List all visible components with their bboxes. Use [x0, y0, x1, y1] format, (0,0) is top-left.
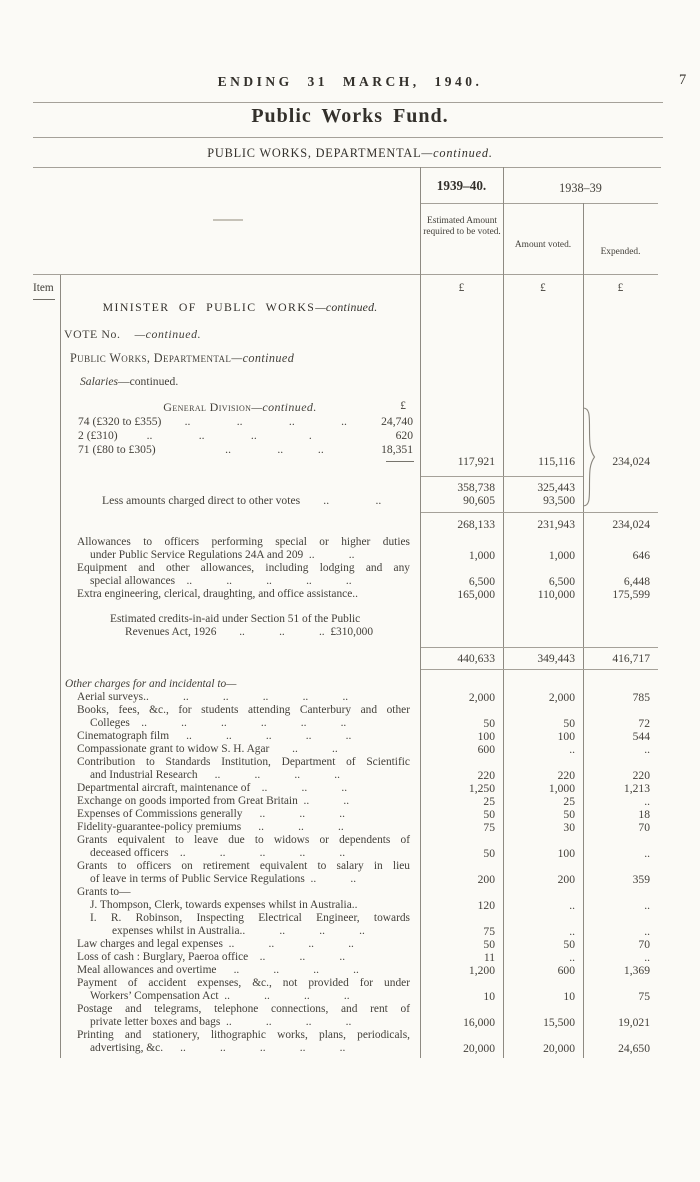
row-description — [60, 730, 420, 743]
amount-cell: 544 — [632, 730, 650, 743]
amount-cell: 11 — [483, 951, 495, 964]
page-number: 7 — [679, 72, 687, 88]
amount-cell: .. — [569, 925, 575, 938]
row-text: Revenues Act, 1926 .. .. .. £310,000 — [125, 626, 374, 638]
row-text: 2 (£310) .. .. .. . — [78, 429, 312, 443]
amount-cell: 200 — [477, 873, 495, 886]
spacer — [60, 601, 658, 613]
table-row — [60, 691, 658, 704]
row-description — [60, 795, 420, 808]
amount-cell: 358,738 — [457, 481, 495, 494]
amount-cell: 200 — [557, 873, 575, 886]
row-text: private letter boxes and bags .. .. .. .. — [90, 1016, 352, 1028]
amount-cell: 10 — [483, 990, 495, 1003]
table-row — [60, 899, 658, 912]
table-row — [60, 834, 658, 860]
amount-cell: 2,000 — [548, 691, 575, 704]
amount-cell — [503, 678, 583, 691]
row-text: Colleges .. .. .. .. .. .. — [90, 717, 347, 729]
row-description — [60, 704, 420, 730]
row-text: Exchange on goods imported from Great Britain .. .. — [77, 795, 350, 807]
amount-cell: .. — [644, 951, 650, 964]
amount-cell: 120 — [477, 899, 495, 912]
amount-cell — [583, 626, 658, 639]
row-text: and Industrial Research .. .. .. .. — [90, 769, 340, 781]
salaries-heading — [80, 375, 178, 388]
amount-cell: 20,000 — [463, 1042, 495, 1055]
row-text: Law charges and legal expenses .. .. .. .. — [77, 938, 354, 950]
table-row — [60, 704, 658, 730]
pound-sign-expended: £ — [617, 282, 624, 294]
amount-cell: 1,000 — [548, 549, 575, 562]
amount-cell: 72 — [638, 717, 650, 730]
row-text: Contribution to Standards Institution, Department of Scientific — [77, 756, 410, 768]
row-description — [60, 899, 420, 912]
general-division-lines — [60, 415, 420, 458]
amount-cell: .. — [569, 743, 575, 756]
table-row — [60, 730, 658, 743]
row-text: Estimated credits-in-aid under Section 51 of the Public — [110, 613, 361, 625]
amount-cell: .. — [644, 795, 650, 808]
amount-cell: .. — [644, 743, 650, 756]
table-top-rule — [33, 167, 661, 168]
row-description — [60, 951, 420, 964]
amount-cell — [503, 886, 583, 899]
amount-cell: 620 — [395, 429, 413, 443]
table-row — [60, 808, 658, 821]
total-cell: 268,133 — [457, 518, 495, 531]
row-text: Fidelity-guarantee-policy premiums .. .. .. — [77, 821, 344, 833]
row-text: Extra engineering, clerical, draughting, and office assistance.. — [77, 588, 358, 600]
row-text: Grants equivalent to leave due to widows or dependents of — [77, 834, 410, 846]
row-description — [60, 964, 420, 977]
stub-ghost-dash — [213, 219, 243, 221]
running-header: ENDING 31 MARCH, 1940. — [217, 74, 483, 89]
pound-sign-stub: £ — [400, 400, 406, 412]
general-division-text: General Division — [163, 400, 252, 414]
header-bottom-rule — [33, 274, 658, 275]
table-row — [60, 588, 658, 601]
row-description — [60, 588, 420, 601]
row-text: Compassionate grant to widow S. H. Agar .. .. — [77, 743, 338, 755]
table-row — [60, 613, 658, 639]
salaries-continued: —continued. — [118, 375, 179, 388]
table-row — [60, 743, 658, 756]
less-amounts-label: Less amounts charged direct to other votes .. .. — [102, 494, 382, 507]
amount-cell: 20,000 — [543, 1042, 575, 1055]
stub-sum-rule — [386, 461, 414, 462]
table-row — [60, 536, 658, 562]
row-description — [60, 536, 420, 562]
amount-cell: 50 — [483, 847, 495, 860]
amount-cell: 16,000 — [463, 1016, 495, 1029]
salaries-text: Salaries — [80, 375, 119, 388]
amount-cell: 50 — [563, 938, 575, 951]
row-description — [60, 1003, 420, 1029]
row-description — [60, 977, 420, 1003]
column-header-1939-40: 1939–40. — [436, 178, 487, 193]
minister-text: MINISTER OF PUBLIC WORKS — [102, 300, 316, 314]
subtitle-text: PUBLIC WORKS, DEPARTMENTAL — [207, 146, 422, 160]
horizontal-rule — [33, 102, 663, 103]
amount-cell: 115,116 — [538, 455, 575, 468]
table-row — [60, 821, 658, 834]
row-text: Workers’ Compensation Act .. .. .. .. — [90, 990, 350, 1002]
table-row — [60, 860, 658, 886]
amount-cell: 90,605 — [463, 494, 495, 507]
amount-cell: 100 — [477, 730, 495, 743]
table-row — [60, 678, 658, 691]
row-text: under Public Service Regulations 24A and 209 .. .. — [90, 549, 355, 561]
amount-cell — [583, 886, 658, 899]
pound-sign-estimated: £ — [458, 282, 465, 294]
item-header-dash — [33, 299, 55, 300]
flow-rows — [60, 536, 658, 1055]
general-division-line — [60, 443, 420, 457]
amount-cell: 359 — [632, 873, 650, 886]
table-row — [60, 886, 658, 899]
page-subtitle — [0, 146, 700, 161]
row-description — [60, 562, 420, 588]
horizontal-rule — [33, 137, 663, 138]
row-text: Books, fees, &c., for students attending Canterbury and other — [77, 704, 410, 716]
amount-cell: 2,000 — [468, 691, 495, 704]
amount-cell: 1,250 — [468, 782, 495, 795]
row-text: deceased officers .. .. .. .. .. — [90, 847, 346, 859]
row-description — [60, 743, 420, 756]
row-text: Payment of accident expenses, &c., not provided for under — [77, 977, 410, 989]
vote-text: VOTE No. — [64, 327, 121, 341]
row-text: Meal allowances and overtime .. .. .. .. — [77, 964, 359, 976]
amount-cell: 50 — [483, 938, 495, 951]
totals-rule — [421, 512, 658, 513]
row-description — [60, 860, 420, 886]
amount-cell: 175,599 — [612, 588, 650, 601]
amount-cell: 220 — [632, 769, 650, 782]
amount-cell: 70 — [638, 938, 650, 951]
amount-cell: 30 — [563, 821, 575, 834]
amount-cell: 15,500 — [543, 1016, 575, 1029]
amount-cell: .. — [644, 925, 650, 938]
amount-cell: 117,921 — [457, 455, 495, 468]
amount-cell: 50 — [483, 808, 495, 821]
table-row — [60, 795, 658, 808]
amount-cell: 75 — [483, 821, 495, 834]
row-text: Printing and stationery, lithographic works, plans, periodicals, — [77, 1029, 410, 1041]
vote-continued: —continued. — [134, 327, 202, 341]
amount-cell: 24,650 — [618, 1042, 650, 1055]
amount-cell: 18,351 — [381, 443, 413, 457]
general-division-line — [60, 429, 420, 443]
row-text: expenses whilst in Australia.. .. .. .. — [112, 925, 365, 937]
amount-cell — [420, 886, 503, 899]
subheader-expended: Expended. — [600, 247, 641, 257]
amount-cell: 1,369 — [623, 964, 650, 977]
vote-heading — [64, 327, 201, 342]
pound-sign-voted: £ — [540, 282, 546, 294]
amount-cell: 1,200 — [468, 964, 495, 977]
amount-cell — [583, 678, 658, 691]
subheader-voted: Amount voted. — [514, 240, 572, 250]
amount-cell: 50 — [483, 717, 495, 730]
amount-cell: .. — [569, 951, 575, 964]
amount-cell: 416,717 — [612, 652, 650, 665]
table-row — [60, 1029, 658, 1055]
amount-cell: 220 — [557, 769, 575, 782]
table-row — [60, 1003, 658, 1029]
department-text: Public Works, Departmental — [70, 351, 232, 365]
table-row — [60, 912, 658, 938]
row-description — [60, 886, 420, 899]
spacer — [60, 639, 658, 643]
amount-cell: 1,000 — [468, 549, 495, 562]
amount-cell: 25 — [563, 795, 575, 808]
row-text: Loss of cash : Burglary, Paeroa office .. .. .. — [77, 951, 346, 963]
table-row — [60, 964, 658, 977]
general-division-line — [60, 415, 420, 429]
amount-cell: 24,740 — [381, 415, 413, 428]
amount-cell — [420, 678, 503, 691]
row-text: 71 (£80 to £305) .. .. .. — [78, 443, 324, 457]
table-row — [60, 977, 658, 1003]
amount-cell: 165,000 — [457, 588, 495, 601]
row-description — [60, 613, 420, 639]
row-description — [60, 834, 420, 860]
row-text: Expenses of Commissions generally .. .. .. — [77, 808, 345, 820]
row-text: 74 (£320 to £355) .. .. .. .. — [78, 415, 347, 428]
table-row — [60, 782, 658, 795]
amount-cell: 25 — [483, 795, 495, 808]
department-continued: —continued — [231, 351, 295, 365]
row-description — [60, 678, 420, 691]
row-description — [60, 938, 420, 951]
row-text: Cinematograph film .. .. .. .. .. — [77, 730, 352, 742]
amount-cell: 646 — [632, 549, 650, 562]
row-text: Aerial surveys.. .. .. .. .. .. — [77, 691, 349, 703]
amount-cell: 75 — [638, 990, 650, 1003]
department-heading — [70, 351, 294, 366]
amount-cell — [420, 626, 503, 639]
row-description — [60, 782, 420, 795]
row-description — [60, 808, 420, 821]
row-description — [60, 1029, 420, 1055]
amount-cell: 220 — [477, 769, 495, 782]
row-text: Departmental aircraft, maintenance of .. .. .. — [77, 782, 348, 794]
amount-cell: 6,500 — [548, 575, 575, 588]
page-title: Public Works Fund. — [251, 105, 449, 127]
table-rule — [421, 647, 658, 648]
amount-cell: 100 — [557, 730, 575, 743]
table-row — [60, 756, 658, 782]
subheader-estimated: Estimated Amount required to be voted. — [423, 216, 501, 237]
amount-cell: .. — [569, 899, 575, 912]
subtitle-continued: —continued. — [421, 146, 493, 160]
amount-cell: 1,213 — [623, 782, 650, 795]
amount-cell: 50 — [563, 808, 575, 821]
total-cell: 234,024 — [612, 518, 650, 531]
general-division-continued: —continued. — [251, 400, 317, 414]
table-rule — [421, 669, 658, 670]
row-text: Grants to— — [77, 886, 131, 898]
amount-cell: 110,000 — [537, 588, 575, 601]
table-row — [60, 938, 658, 951]
row-text: J. Thompson, Clerk, towards expenses whilst in Australia.. — [90, 899, 358, 911]
amount-cell: .. — [644, 899, 650, 912]
row-text: advertising, &c. .. .. .. .. .. — [90, 1042, 346, 1054]
row-text: Postage and telegrams, telephone connections, and rent of — [77, 1003, 410, 1015]
item-column-header: Item — [33, 282, 54, 294]
amount-cell: 234,024 — [612, 455, 650, 468]
total-cell: 231,943 — [537, 518, 575, 531]
row-text: Equipment and other allowances, including lodging and any — [77, 562, 410, 574]
row-description — [60, 756, 420, 782]
row-text: Grants to officers on retirement equivalent to salary in lieu — [77, 860, 410, 872]
amount-cell: 18 — [638, 808, 650, 821]
table-row — [60, 951, 658, 964]
amount-cell: .. — [644, 847, 650, 860]
table-row — [60, 652, 658, 665]
minister-continued: —continued. — [315, 300, 378, 314]
row-text: Allowances to officers performing special or higher duties — [77, 536, 410, 548]
amount-cell: 93,500 — [543, 494, 575, 507]
amount-cell: 325,443 — [537, 481, 575, 494]
row-text: I. R. Robinson, Inspecting Electrical Engineer, towards — [90, 912, 410, 924]
amount-cell: 6,500 — [468, 575, 495, 588]
column-header-1938-39: 1938–39 — [559, 181, 602, 195]
amount-cell — [503, 626, 583, 639]
row-description — [60, 691, 420, 704]
amount-cell: 19,021 — [618, 1016, 650, 1029]
row-description — [60, 821, 420, 834]
amount-cell: 785 — [632, 691, 650, 704]
row-description — [60, 912, 420, 938]
brace-right — [581, 407, 596, 507]
amount-cell: 70 — [638, 821, 650, 834]
row-text: special allowances .. .. .. .. .. — [90, 575, 352, 587]
amount-cell: 100 — [557, 847, 575, 860]
amount-cell: 600 — [557, 964, 575, 977]
amount-cell: 600 — [477, 743, 495, 756]
minister-heading — [60, 300, 420, 315]
subtotal-rule — [421, 476, 583, 477]
amount-cell: 50 — [563, 717, 575, 730]
amount-cell: 75 — [483, 925, 495, 938]
row-text: of leave in terms of Public Service Regulations .. .. — [90, 873, 357, 885]
table-row — [60, 562, 658, 588]
amount-cell: 349,443 — [537, 652, 575, 665]
amount-cell: 440,633 — [457, 652, 495, 665]
amount-cell: 10 — [563, 990, 575, 1003]
header-divider-rule — [421, 203, 658, 204]
row-text: Other charges for and incidental to— — [65, 678, 237, 690]
amount-cell: 1,000 — [548, 782, 575, 795]
amount-cell: 6,448 — [623, 575, 650, 588]
